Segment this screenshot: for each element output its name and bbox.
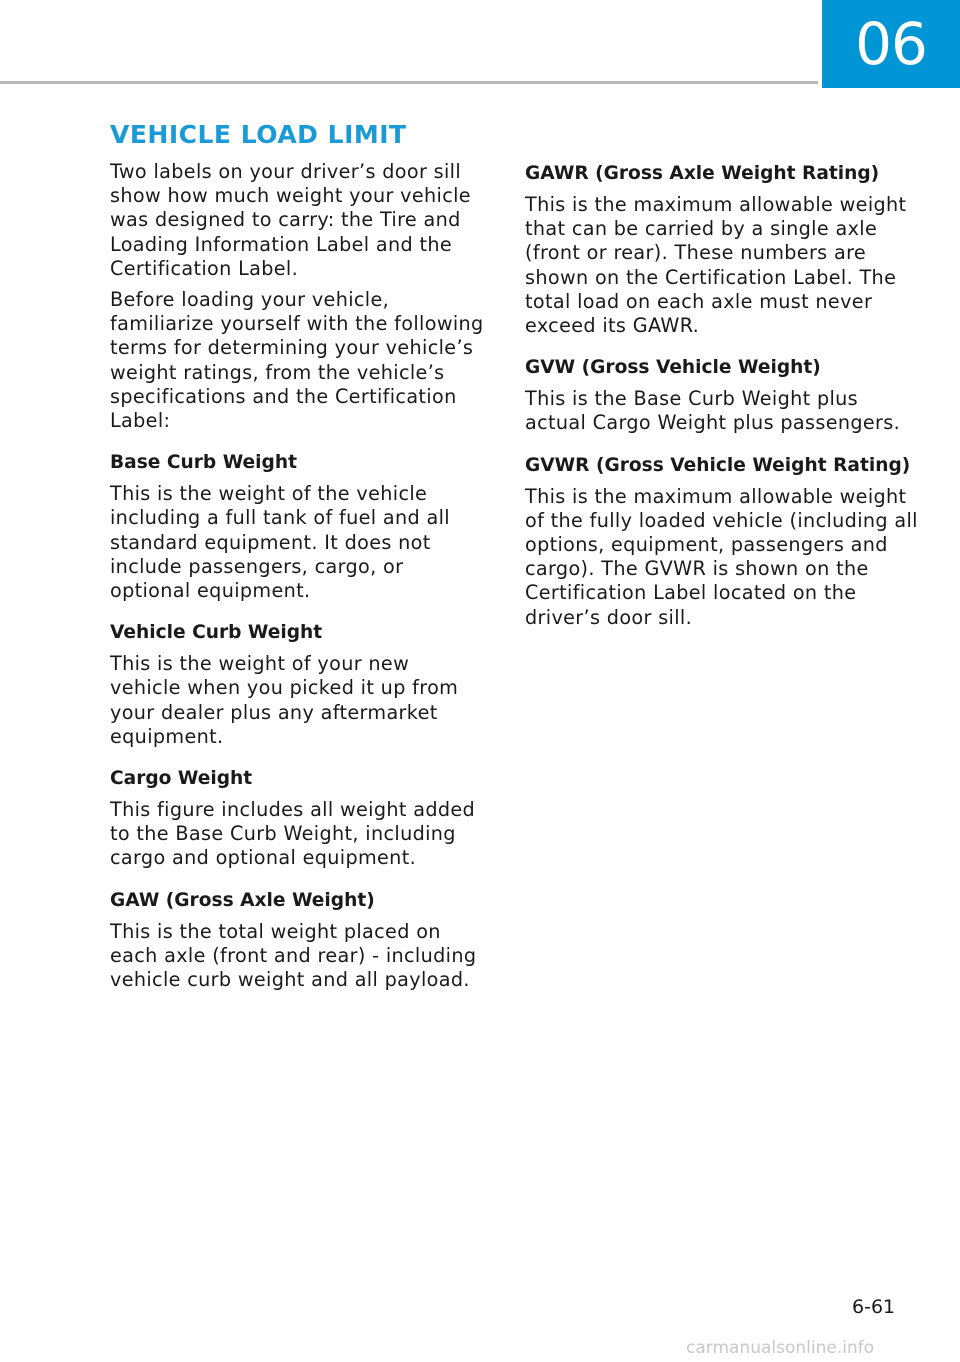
term-gvwr: GVWR (Gross Vehicle Weight Rating) xyxy=(525,454,911,476)
definition-gawr: This is the maximum allowable weight that can be carried by a single axle (front or rear). These numbers are shown on the Certification Label. The total load on each axle must never exceed its GAWR. xyxy=(525,193,907,338)
definition-gaw: This is the total weight placed on each axle (front and rear) - including vehicle curb weight and all payload. xyxy=(110,919,477,992)
definition-gvwr: This is the maximum allowable weight of the fully loaded vehicle (including all options, equipment, passengers and cargo). The GVWR is shown on the Certification Label located on the driver’s door sill. xyxy=(525,484,918,629)
definition-base-curb-weight: This is the weight of the vehicle including a full tank of fuel and all standard equipment. It does not include passengers, cargo, or optional equipment. xyxy=(110,482,450,603)
page-number: 6-61 xyxy=(852,1296,896,1318)
left-column xyxy=(110,160,486,999)
term-gvw: GVW (Gross Vehicle Weight) xyxy=(525,357,821,379)
intro-paragraph-2: Before loading your vehicle, familiarize yourself with the following terms for determining your vehicle’s weight ratings, from the vehicle’s specifications and the Certification Label: xyxy=(110,288,484,433)
term-gawr: GAWR (Gross Axle Weight Rating) xyxy=(525,163,880,184)
watermark: carmanualsonline.info xyxy=(686,1338,875,1358)
section-title: VEHICLE LOAD LIMIT xyxy=(110,120,407,149)
intro-paragraph-1: Two labels on your driver’s door sill show how much weight your vehicle was designed to carry: the Tire and Loading Information Label and the Certification Label. xyxy=(110,160,471,280)
chapter-tab: 06 xyxy=(822,0,960,88)
right-column xyxy=(525,160,920,637)
definition-gvw: This is the Base Curb Weight plus actual Cargo Weight plus passengers. xyxy=(525,387,901,435)
definition-vehicle-curb-weight: This is the weight of your new vehicle when you picked it up from your dealer plus any aftermarket equipment. xyxy=(110,652,459,748)
term-gaw: GAW (Gross Axle Weight) xyxy=(110,889,375,911)
term-vehicle-curb-weight: Vehicle Curb Weight xyxy=(110,622,323,644)
term-cargo-weight: Cargo Weight xyxy=(110,768,253,790)
definition-cargo-weight: This figure includes all weight added to the Base Curb Weight, including cargo and optional equipment. xyxy=(110,798,476,870)
header-rule xyxy=(0,81,818,84)
term-base-curb-weight: Base Curb Weight xyxy=(110,452,297,474)
